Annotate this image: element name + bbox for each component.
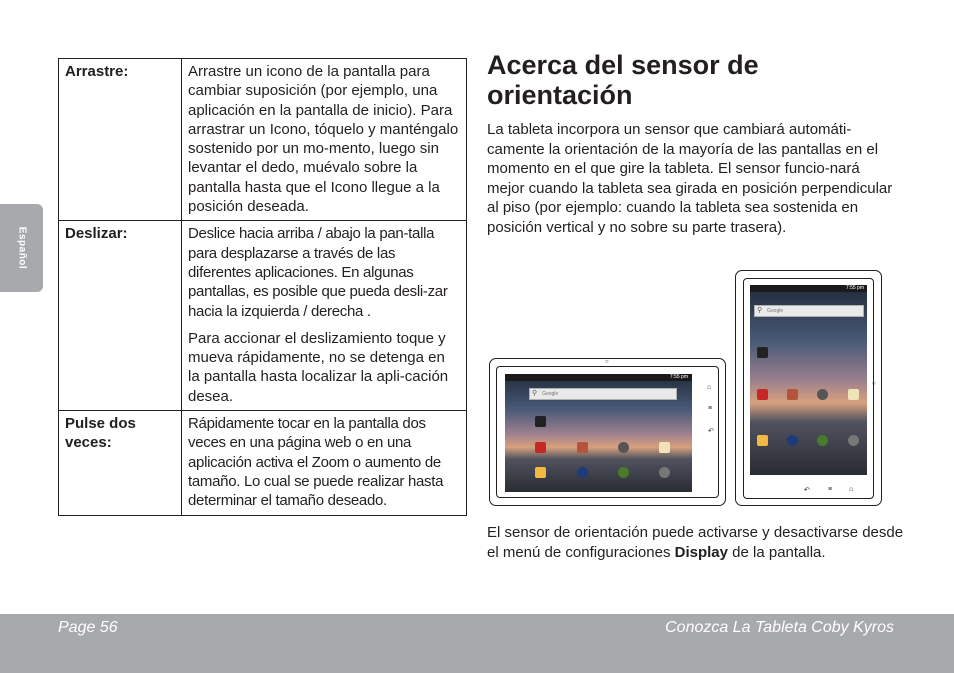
term-cell: Deslizar: (59, 221, 182, 411)
search-widget (529, 388, 677, 400)
app-icon (618, 467, 629, 478)
app-icon (535, 442, 546, 453)
app-icon (848, 389, 859, 400)
search-widget-label: Google (542, 391, 559, 397)
tablet-screen (750, 285, 867, 475)
display-setting-name: Display (674, 544, 728, 561)
app-icon (848, 435, 859, 446)
intro-paragraph: La tableta incorpora un sensor que cambiará automáti-camente la orientación de la mayoría de las pantallas en el momento en el que gire la tableta. El sensor funcio-nará mejor cuando la tableta sea girada en posición perpendicular al piso (por ejemplo: cuando la tableta sea sostenida en posición vertical y no sobre su parte trasera). (487, 121, 893, 236)
app-icon (757, 389, 768, 400)
search-icon: ⚲ (532, 390, 538, 397)
term-cell: Pulse dos veces: (59, 411, 182, 515)
app-icon (787, 435, 798, 446)
back-icon: ↶ (804, 487, 810, 494)
app-icon (535, 467, 546, 478)
search-widget (754, 305, 864, 317)
camera-dot-icon: ○ (872, 381, 876, 387)
gestures-table (58, 58, 467, 516)
table-row (59, 221, 467, 411)
app-icon (659, 442, 670, 453)
app-icon (535, 416, 546, 427)
app-icon (577, 442, 588, 453)
home-icon: ⌂ (849, 486, 854, 493)
table-row (59, 59, 467, 221)
description-text: Arrastre un icono de la pantalla para cambiar suposición (por ejemplo, una aplicación en la pantalla de inicio). Para arrastrar un Icono, tóquelo y manténgalo sostenido por un mo-mento, luego sin levantar el dedo, muévalo sobre la pantalla hasta que el Icono llegue a la posición deseada. (188, 63, 459, 216)
section-heading: Acerca del sensor de orientación (487, 50, 759, 110)
outro-text: El sensor de orientación puede activarse y desactivarse desde el menú de configuraciones (487, 524, 904, 561)
status-bar (505, 374, 692, 381)
description-text: Deslice hacia arriba / abajo la pan-talla para desplazarse a través de las diferentes aplicaciones. En algunas pantallas, es posible que pueda desli-zar hacia la izquierda / derecha . (188, 225, 448, 320)
app-icon (577, 467, 588, 478)
outro-paragraph (487, 523, 907, 563)
app-icon (618, 442, 629, 453)
home-icon: ⌂ (707, 384, 712, 391)
document-title: Conozca La Tableta Coby Kyros (665, 619, 894, 636)
app-icon (817, 389, 828, 400)
camera-dot-icon: ○ (605, 359, 609, 365)
footer-band (0, 614, 954, 673)
description-cell (182, 411, 467, 515)
portrait-tablet-illustration (735, 270, 882, 506)
status-time: 7:55 pm (669, 374, 688, 380)
outro-text-end: de la pantalla. (727, 544, 826, 561)
description-cell (182, 221, 467, 411)
menu-icon: ≡ (708, 405, 713, 412)
language-tab (0, 204, 43, 292)
app-icon (757, 435, 768, 446)
app-icon (757, 347, 768, 358)
landscape-tablet-illustration (489, 358, 726, 506)
table-row (59, 411, 467, 515)
app-icon (817, 435, 828, 446)
search-widget-label: Google (767, 308, 784, 314)
tablet-screen (505, 374, 692, 492)
back-icon: ↶ (708, 428, 714, 435)
page-number: Page 56 (58, 619, 118, 636)
description-text: Rápidamente tocar en la pantalla dos veces en una página web o en una aplicación activa el Zoom o aumento de tamaño. Lo cual se puede realizar hasta determinar el tamaño deseado. (188, 415, 444, 510)
app-icon (659, 467, 670, 478)
search-icon: ⚲ (757, 307, 763, 314)
description-text: Para accionar el deslizamiento toque y mueva rápidamente, no se detenga en la pantalla hasta localizar la apli-cación desea. (188, 329, 449, 405)
status-time: 7:55 pm (845, 285, 864, 291)
language-tab-label: Español (16, 226, 27, 270)
menu-icon: ≡ (828, 486, 833, 493)
app-icon (787, 389, 798, 400)
status-bar (750, 285, 867, 292)
description-cell (182, 59, 467, 221)
term-cell: Arrastre: (59, 59, 182, 221)
